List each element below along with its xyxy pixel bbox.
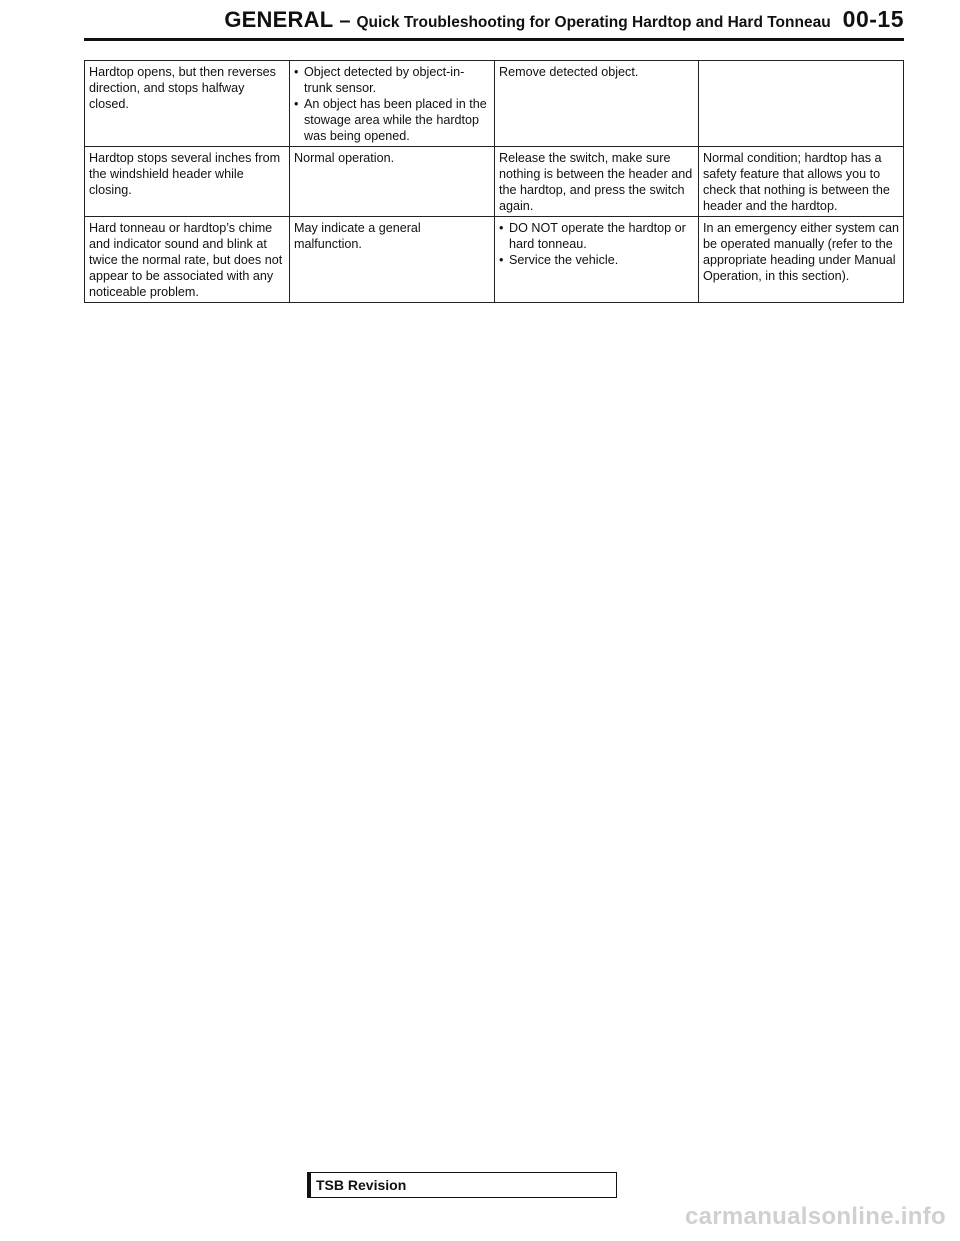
tsb-revision-box bbox=[307, 1172, 617, 1198]
note-cell bbox=[699, 147, 904, 217]
remedy-cell bbox=[495, 217, 699, 303]
symptom-cell bbox=[85, 61, 290, 147]
note-cell bbox=[699, 217, 904, 303]
symptom-text: Hardtop opens, but then reverses direction, and stops halfway closed. bbox=[89, 65, 276, 111]
site-watermark: carmanualsonline.info bbox=[684, 1203, 946, 1230]
remedy-item: • DO NOT operate the hardtop or hard tonneau. bbox=[499, 220, 694, 252]
page-header bbox=[84, 6, 904, 38]
remedy-cell bbox=[495, 61, 699, 147]
table-row bbox=[85, 217, 904, 303]
remedy-text: Remove detected object. bbox=[499, 65, 639, 79]
page-number: 00-15 bbox=[842, 6, 904, 32]
symptom-cell bbox=[85, 217, 290, 303]
remedy-text: Release the switch, make sure nothing is between the header and the hardtop, and press the switch again. bbox=[499, 151, 693, 213]
tsb-revision-label: TSB Revision bbox=[316, 1177, 407, 1193]
table-row bbox=[85, 61, 904, 147]
section-title: GENERAL bbox=[224, 7, 334, 32]
cause-text: Normal operation. bbox=[294, 151, 395, 165]
symptom-text: Hard tonneau or hardtop’s chime and indicator sound and blink at twice the normal rate, but does not appear to be associated with any noticeable problem. bbox=[89, 221, 283, 299]
note-cell bbox=[699, 61, 904, 147]
cause-cell bbox=[290, 217, 495, 303]
troubleshooting-table bbox=[84, 60, 904, 303]
note-text: In an emergency either system can be operated manually (refer to the appropriate heading under Manual Operation, in this section). bbox=[703, 221, 899, 283]
cause-cell bbox=[290, 147, 495, 217]
page-subtitle: Quick Troubleshooting for Operating Hardtop and Hard Tonneau bbox=[356, 14, 831, 31]
cause-item: • An object has been placed in the stowage area while the hardtop was being opened. bbox=[294, 96, 490, 144]
title-separator: – bbox=[339, 10, 351, 32]
cause-cell bbox=[290, 61, 495, 147]
symptom-cell bbox=[85, 147, 290, 217]
header-rule bbox=[84, 38, 904, 41]
symptom-text: Hardtop stops several inches from the windshield header while closing. bbox=[89, 151, 281, 197]
remedy-item: • Service the vehicle. bbox=[499, 252, 694, 268]
cause-item: • Object detected by object-in-trunk sensor. bbox=[294, 64, 490, 96]
table-row bbox=[85, 147, 904, 217]
cause-text: May indicate a general malfunction. bbox=[294, 221, 421, 251]
note-text: Normal condition; hardtop has a safety feature that allows you to check that nothing is between the header and the hardtop. bbox=[703, 151, 890, 213]
remedy-cell bbox=[495, 147, 699, 217]
